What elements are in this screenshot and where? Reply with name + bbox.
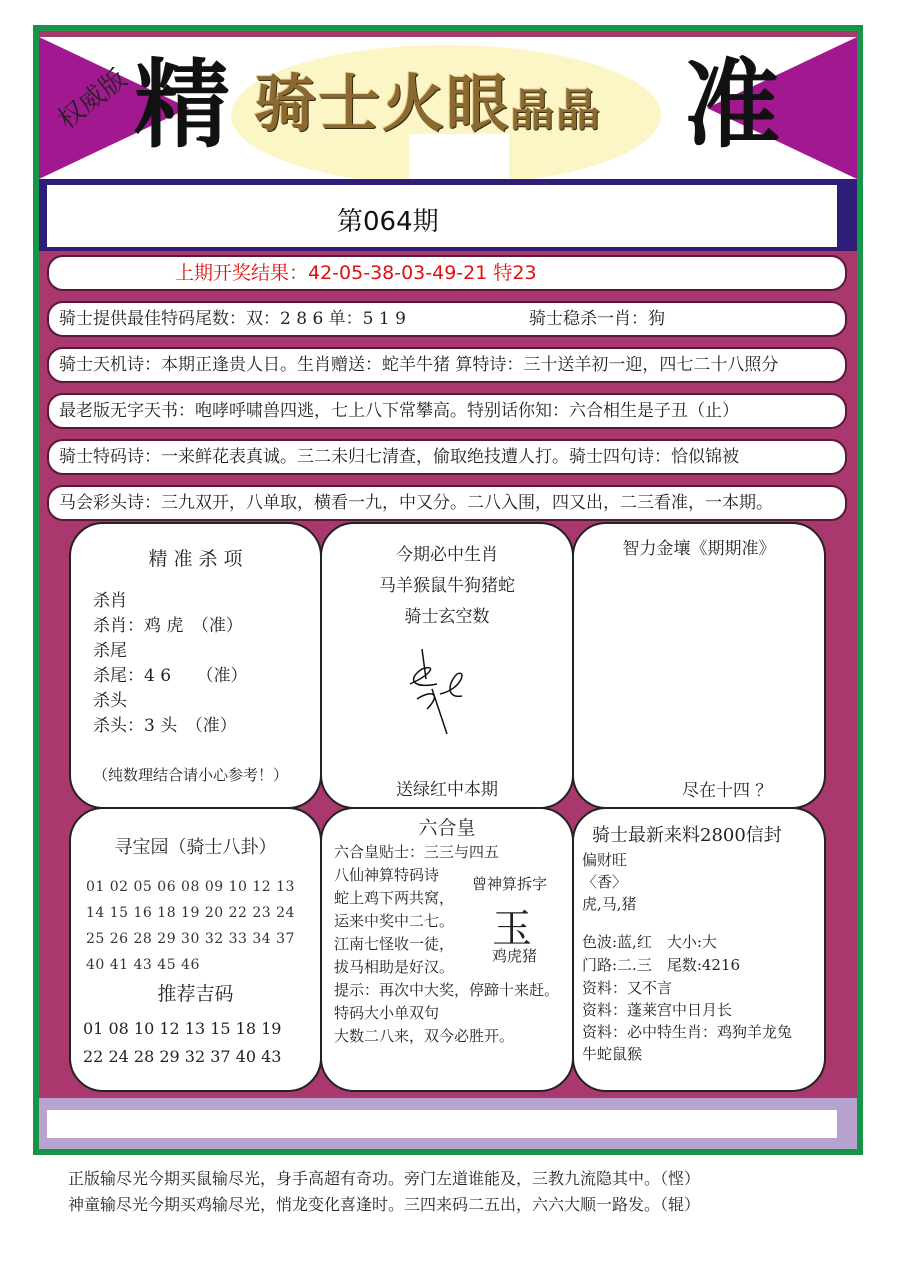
white-patch (409, 134, 509, 179)
number-row: 01 02 05 06 08 09 10 12 13 (86, 879, 295, 895)
footer-blank (47, 1110, 837, 1138)
card-treasure-garden (69, 807, 322, 1092)
liuhe-line: 运来中奖中二七。 (334, 912, 455, 930)
content-panel (39, 31, 857, 1149)
info-row-1 (47, 301, 847, 337)
liuhe-line: 八仙神算特码诗 (334, 866, 440, 884)
period-box (39, 179, 857, 251)
number-row: 40 41 43 45 46 (86, 957, 200, 973)
tail-numbers-text: 骑士提供最佳特码尾数：双：2 8 6 单：5 1 9 (59, 309, 406, 329)
treasure-title: 寻宝园（骑士八卦） (114, 837, 277, 858)
liuhe-line: 大数二八来，双今必胜开。 (334, 1027, 515, 1045)
number-row: 25 26 28 29 30 32 33 34 37 (86, 931, 295, 947)
letter-line: 资料：必中特生肖：鸡狗羊龙兔 (582, 1023, 793, 1041)
liuhe-line: 江南七怪收一徒， (334, 935, 455, 953)
letter-line: 虎,马,猪 (582, 895, 637, 913)
liuhe-line: 拔马相助是好汉。 (334, 958, 455, 976)
wisdom-footer: 尽在十四 ？ (682, 781, 773, 801)
kill-line: 杀头 (93, 691, 127, 711)
zodiac-line-3: 骑士玄空数 (404, 607, 490, 627)
letter-line: 门路:二.三 尾数:4216 (582, 956, 741, 974)
kill-line: 杀尾：4 6 （准） (93, 666, 248, 686)
page-frame (33, 25, 863, 1155)
kill-zodiac-text: 骑士稳杀一肖：狗 (529, 309, 665, 329)
lucky-row: 22 24 28 29 32 37 40 43 (83, 1047, 282, 1066)
title-small: 晶晶 (510, 85, 603, 136)
liuhe-line: 特码大小单双句 (334, 1004, 440, 1022)
card-liuhe-huang (320, 807, 574, 1092)
info-row-5: 马会彩头诗：三九双开，八单取，横看一九，中又分。二八入围，四又出，二三看准，一本期。 (47, 485, 847, 521)
liuhe-line: 蛇上鸡下两共窝， (334, 889, 455, 907)
kill-note: （纯数理结合请小心参考！） (93, 766, 289, 784)
wisdom-title: 智力金壤《期期准》 (622, 539, 776, 559)
header-title (254, 67, 603, 140)
header-left-char: 精 (134, 49, 230, 161)
side-title: 曾神算拆字 (472, 875, 548, 893)
zodiac-footer: 送绿红中本期 (396, 780, 498, 800)
period-label: 第064期 (337, 207, 439, 237)
bottom-poem-1: 正版输尽光今期买鼠输尽光，身手高超有奇功。旁门左道谁能及，三教九流隐其中。（悭） (68, 1169, 701, 1188)
header-right-char: 准 (684, 49, 780, 161)
number-row: 14 15 16 18 19 20 22 23 24 (86, 905, 295, 921)
letter-line: 偏财旺 (582, 851, 628, 869)
info-row-2: 骑士天机诗：本期正逢贵人日。生肖赠送：蛇羊牛猪 算特诗：三十送羊初一迎，四七二十八照分 (47, 347, 847, 383)
footer-bar (39, 1098, 857, 1149)
liuhe-line: 提示：再次中大奖，停蹄十来赶。 (334, 981, 560, 999)
letter-line: 色波:蓝,红 大小:大 (582, 933, 717, 951)
zodiac-line-2: 马羊猴鼠牛狗猪蛇 (379, 576, 515, 596)
kill-line: 杀头：3 头 （准） (93, 716, 237, 736)
side-answer: 鸡虎猪 (492, 947, 538, 965)
letter-title: 骑士最新来料2800信封 (592, 825, 782, 846)
info-row-3: 最老版无字天书：咆哮呼啸兽四逃，七上八下常攀高。特别话你知：六合相生是子丑（止） (47, 393, 847, 429)
letter-line: 资料：又不言 (582, 979, 673, 997)
card-wisdom (572, 522, 826, 809)
header-banner (39, 31, 857, 179)
letter-line: 牛蛇鼠猴 (582, 1045, 643, 1063)
liuhe-title: 六合皇 (418, 817, 476, 839)
card-precise-kill (69, 522, 322, 809)
edition-badge: 权威版 (52, 63, 133, 136)
lucky-row: 01 08 10 12 13 15 18 19 (83, 1019, 282, 1038)
card-zodiac (320, 522, 574, 809)
period-inner (47, 185, 837, 247)
title-main: 骑士火眼 (254, 67, 511, 140)
letter-line: 〈香〉 (582, 873, 628, 891)
bottom-poem-2: 神童输尽光今期买鸡输尽光，悄龙变化喜逢时。三四来码二五出，六六大顺一路发。（辊） (68, 1195, 701, 1214)
last-result-row: 上期开奖结果：42-05-38-03-49-21 特23 (47, 255, 847, 291)
signature-icon (402, 644, 492, 739)
card-title: 精 准 杀 项 (148, 548, 243, 570)
card-latest-letter (572, 807, 826, 1092)
kill-line: 杀肖：鸡 虎 （准） (93, 616, 243, 636)
letter-line: 资料：蓬莱宫中日月长 (582, 1001, 733, 1019)
lucky-title: 推荐吉码 (157, 983, 234, 1005)
info-row-4: 骑士特码诗：一来鲜花表真诚。三二未归七清查，偷取绝技遭人打。骑士四句诗：恰似锦被 (47, 439, 847, 475)
kill-line: 杀肖 (93, 591, 127, 611)
liuhe-line: 六合皇贴士：三三与四五 (334, 843, 500, 861)
side-char: 玉 (492, 906, 532, 952)
zodiac-line-1: 今期必中生肖 (396, 545, 498, 565)
kill-line: 杀尾 (93, 641, 127, 661)
